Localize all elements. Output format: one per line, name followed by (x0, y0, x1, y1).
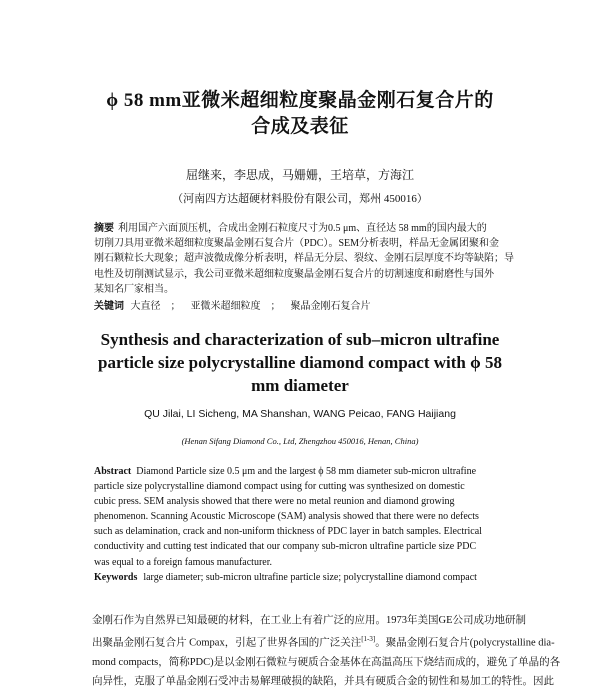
chinese-keyword-3: 聚晶金刚石复合片 (290, 301, 371, 312)
english-abstract-line-3: cubic press. SEM analysis showed that there were no metal reunion and diamond growing (94, 496, 455, 508)
chinese-keywords: 关键词 大直径 ； 亚微米超细粒度 ； 聚晶金刚石复合片 (94, 301, 371, 312)
english-abstract-line-4: phenomenon. Scanning Acoustic Microscope (SAM) analysis showed that there were no defects (94, 511, 479, 523)
english-title-line-2: particle size polycrystalline diamond compact with ϕ 58 (98, 353, 502, 372)
chinese-abstract-line-1: 利用国产六面顶压机，合成出金刚石粒度尺寸为0.5 μm、直径达 58 mm的国内最大的 (118, 223, 487, 234)
english-affiliation: (Henan Sifang Diamond Co., Ltd, Zhengzhou 450016, Henan, China) (181, 436, 419, 446)
chinese-abstract-label: 摘要 (94, 223, 114, 234)
english-abstract-line-6: conductivity and cutting test indicated that our company sub-micron ultrafine particle size PDC (94, 541, 477, 553)
english-keywords-text: large diameter; sub-micron ultrafine particle size; polycrystalline diamond compact (143, 572, 477, 583)
body-line-1: 金刚石作为自然界已知最硬的材料，在工业上有着广泛的应用。1973年美国GE公司成功地研制 (92, 615, 526, 626)
chinese-abstract-line-5: 某知名厂家相当。 (94, 283, 174, 295)
english-abstract-line-2: particle size polycrystalline diamond compact using for cutting was synthesized on domestic (94, 481, 465, 493)
chinese-keyword-1: 大直径 (130, 301, 161, 312)
english-authors: QU Jilai, LI Sicheng, MA Shanshan, WANG Peicao, FANG Haijiang (144, 408, 456, 420)
english-abstract-line-7: was equal to a foreign famous manufacturer. (94, 556, 272, 568)
english-title-line-3: mm diameter (251, 376, 349, 395)
body-line-4: 向异性，克服了单晶金刚石受冲击易解理破损的缺陷，并具有硬质合金的韧性和易加工的特性。因此 (92, 675, 554, 687)
chinese-abstract-line-2: 切削刀具用亚微米超细粒度聚晶金刚石复合片（PDC）。SEM分析表明，样品无金属团聚和金 (94, 238, 500, 250)
chinese-title (0, 88, 600, 140)
chinese-keyword-2: 亚微米超细粒度 (190, 301, 261, 312)
english-abstract-line-5: such as delamination, crack and non-uniform thickness of PDC layer in batch samples. Electrical (94, 526, 482, 538)
chinese-affiliation: （河南四方达超硬材料股份有限公司，郑州 450016） (172, 193, 428, 205)
english-title-line-1: Synthesis and characterization of sub–micron ultrafine (100, 330, 500, 349)
body-line-3: mond compacts，简称PDC)是以金刚石微粒与硬质合金基体在高温高压下烧结而成的，避免了单晶的各 (92, 656, 561, 668)
chinese-title-line-1: ϕ 58 mm亚微米超细粒度聚晶金刚石复合片的 (106, 90, 494, 111)
chinese-abstract-line-3: 刚石颗粒长大现象；超声波微成像分析表明，样品无分层、裂纹、金刚石层厚度不均等缺陷；导 (94, 253, 514, 265)
chinese-authors: 屈继来，李思成，马姗姗，王培草，方海江 (185, 168, 414, 182)
english-keywords (94, 572, 477, 583)
chinese-abstract-line-4: 电性及切削测试显示，我公司亚微米超细粒度聚晶金刚石复合片的切割速度和耐磨性与国外 (94, 268, 494, 280)
english-abstract-line-1: Diamond Particle size 0.5 μm and the largest ϕ 58 mm diameter sub-micron ultrafine (136, 466, 477, 477)
chinese-title-line-2: 合成及表征 (251, 116, 349, 137)
chinese-abstract (94, 221, 514, 297)
body-line-2: 出聚晶金刚石复合片 Compax，引起了世界各国的广泛关注[1-3]。聚晶金刚石复合片(polycrystalline dia- (92, 635, 555, 649)
english-abstract (94, 464, 506, 570)
english-abstract-label: Abstract (94, 466, 132, 477)
english-keywords-label: Keywords (94, 572, 138, 583)
chinese-keywords-label: 关键词 (94, 301, 124, 312)
english-title (0, 328, 600, 397)
body-paragraph (92, 611, 561, 691)
citation-superscript: [1-3] (361, 635, 376, 643)
